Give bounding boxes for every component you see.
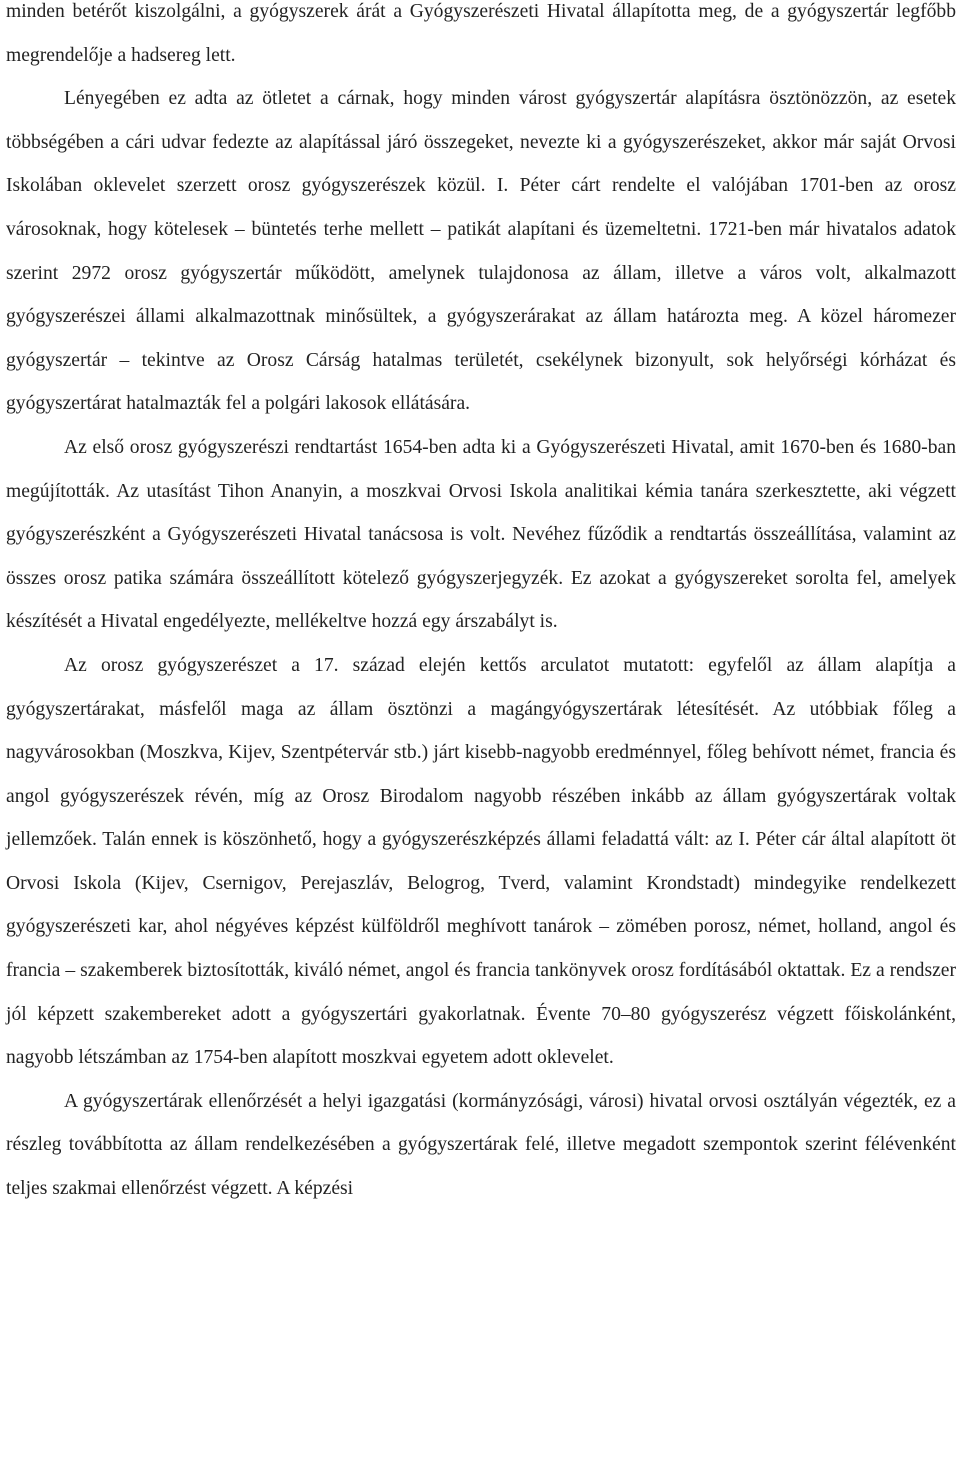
paragraph-3: Az első orosz gyógyszerészi rendtartást 1654-ben adta ki a Gyógyszerészeti Hivatal, amit 1670-ben és 1680-ban megújították. Az utasítást Tihon Ananyin, a moszkvai Orvosi Iskola analitikai kémia tanára szerkesztette, aki végzett gyógyszerészként a Gyógyszerészeti Hivatal tanácsosa is volt. Nevéhez fűződik a rendtartás összeállítása, valamint az összes orosz patika számára összeállított kötelező gyógyszerjegyzék. Ez azokat a gyógyszereket sorolta fel, amelyek készítését a Hivatal engedélyezte, mellékeltve hozzá egy árszabályt is. — [6, 436, 956, 633]
paragraph-4: Az orosz gyógyszerészet a 17. század elején kettős arculatot mutatott: egyfelől az állam alapítja a gyógyszertárakat, másfelől maga az állam ösztönzi a magángyógyszertárak létesítését. Az utóbbiak főleg a nagyvárosokban (Moszkva, Kijev, Szentpétervár stb.) járt kisebb-nagyobb eredménnyel, főleg behívott német, francia és angol gyógyszerészek révén, míg az Orosz Birodalom nagyobb részében inkább az állam gyógyszertárak voltak jellemzőek. Talán ennek is köszönhető, hogy a gyógyszerészképzés állami feladattá vált: az I. Péter cár által alapított öt Orvosi Iskola (Kijev, Csernigov, Perejaszláv, Belogrog, Tverd, valamint Krondstadt) mindegyike rendelkezett gyógyszerészeti kar, ahol négyéves képzést külföldről meghívott tanárok – zömében porosz, német, holland, angol és francia – szakemberek biztosították, kiváló német, angol és francia tankönyvek orosz fordításából oktattak. Ez a rendszer jól képzett szakembereket adott a gyógyszertári gyakorlatnak. Évente 70–80 gyógyszerész végzett főiskolánként, nagyobb létszámban az 1754-ben alapított moszkvai egyetem adott oklevelet. — [6, 654, 956, 1069]
paragraph-5: A gyógyszertárak ellenőrzését a helyi igazgatási (kormányzósági, városi) hivatal orvosi osztályán végezték, ez a részleg továbbította az állam rendelkezésében a gyógyszertárak felé, illetve megadott szempontok szerint félévenként teljes szakmai ellenőrzést végzett. A képzési — [6, 1090, 956, 1200]
paragraph-1: minden betérőt kiszolgálni, a gyógyszerek árát a Gyógyszerészeti Hivatal állapította meg, de a gyógyszertár legfőbb megrendelője a hadsereg lett. — [6, 1, 956, 66]
paragraph-2: Lényegében ez adta az ötletet a cárnak, hogy minden várost gyógyszertár alapításra ösztönözzön, az esetek többségében a cári udvar fedezte az alapítással járó összegeket, nevezte ki a gyógyszerészeket, akkor már saját Orvosi Iskolában oklevelet szerzett orosz gyógyszerészek közül. I. Péter cárt rendelte el valójában 1701-ben az orosz városoknak, hogy kötelesek – büntetés terhe mellett – patikát alapítani és üzemeltetni. 1721-ben már hivatalos adatok szerint 2972 orosz gyógyszertár működött, amelynek tulajdonosa az állam, illetve a város volt, alkalmazott gyógyszerészei állami alkalmazottnak minősültek, a gyógyszerárakat az állam határozta meg. A közel háromezer gyógyszertár – tekintve az Orosz Cárság hatalmas területét, csekélynek bizonyult, sok helyőrségi kórházat és gyógyszertárat hatalmazták fel a polgári lakosok ellátására. — [6, 88, 956, 415]
